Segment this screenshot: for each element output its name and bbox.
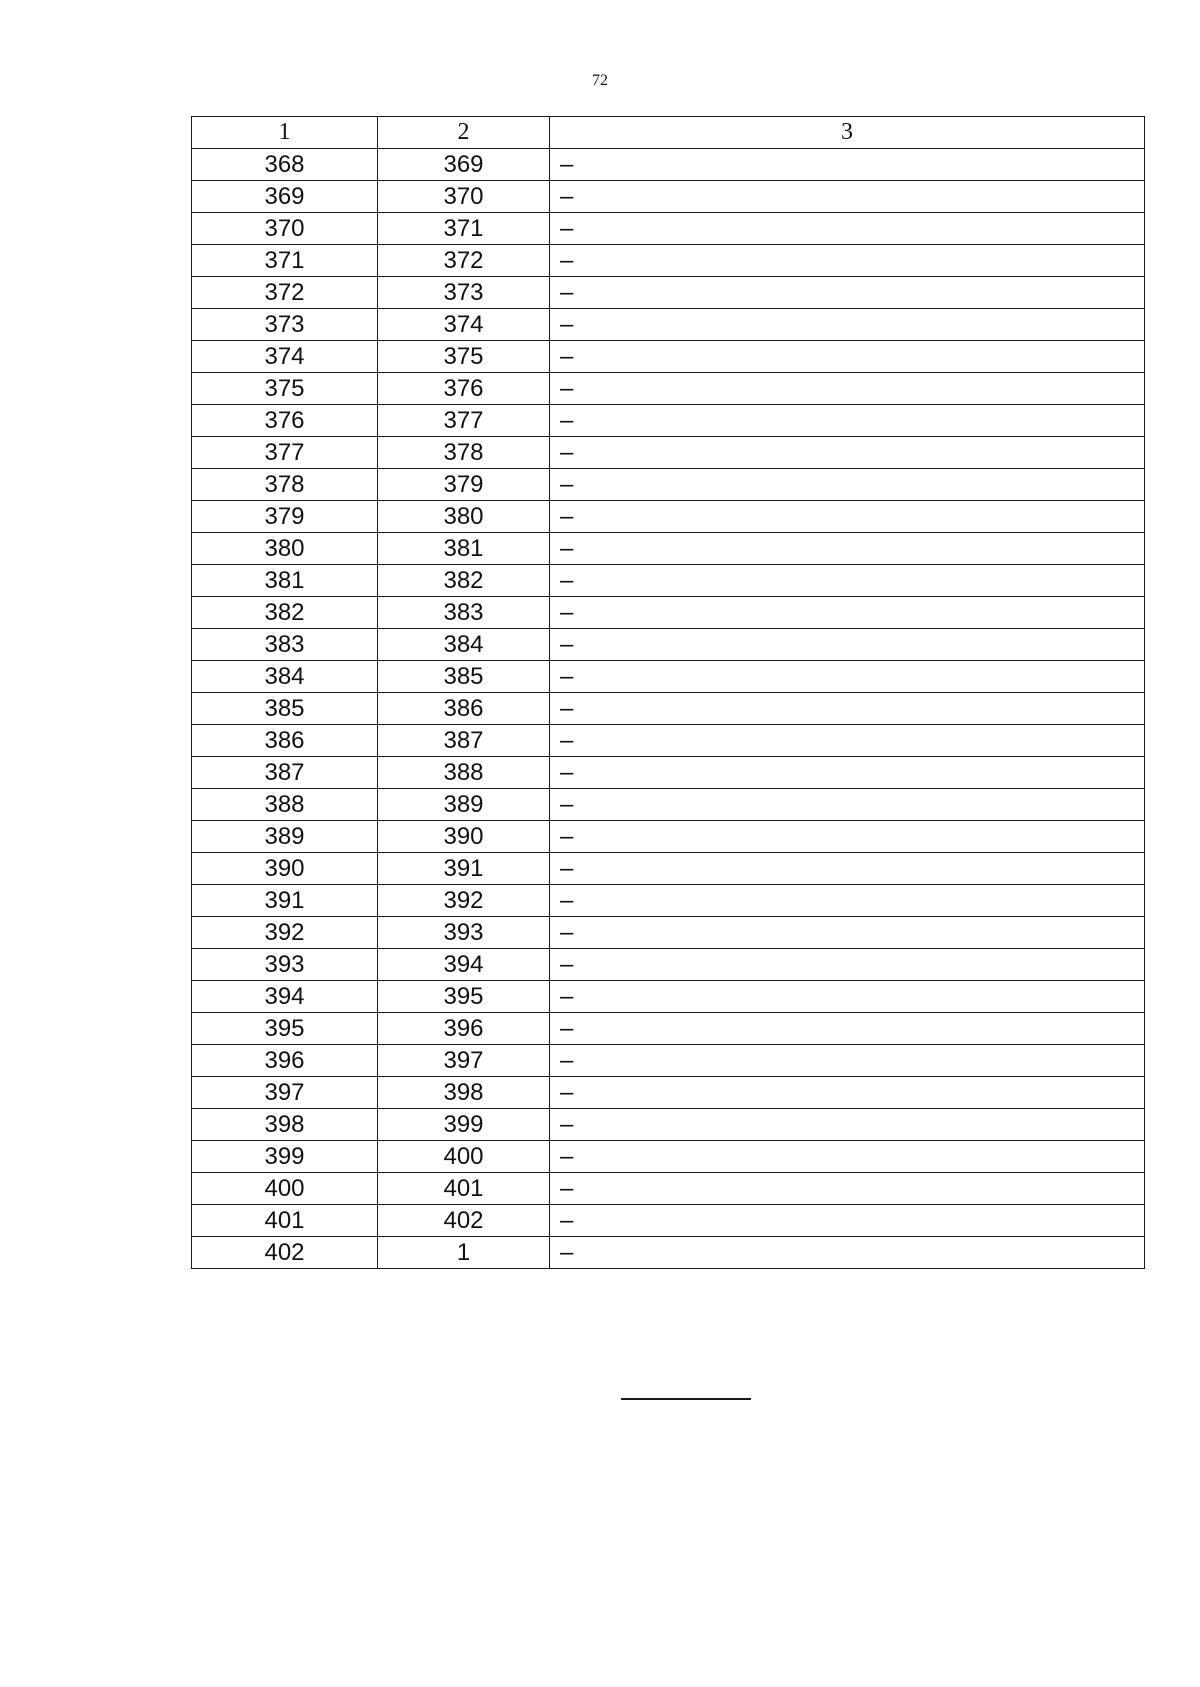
table-row	[192, 853, 1145, 885]
cell-col-3: –	[550, 1109, 1145, 1141]
cell-col-1: 370	[192, 213, 378, 245]
cell-col-1: 391	[192, 885, 378, 917]
cell-col-1: 368	[192, 149, 378, 181]
cell-col-3: –	[550, 245, 1145, 277]
table-row	[192, 789, 1145, 821]
table-row	[192, 629, 1145, 661]
cell-col-2: 397	[378, 1045, 550, 1077]
cell-col-3: –	[550, 501, 1145, 533]
cell-col-2: 392	[378, 885, 550, 917]
table-row	[192, 981, 1145, 1013]
data-table	[191, 116, 1145, 1269]
cell-col-1: 375	[192, 373, 378, 405]
cell-col-3: –	[550, 693, 1145, 725]
cell-col-3: –	[550, 1205, 1145, 1237]
table-row	[192, 1013, 1145, 1045]
cell-col-3: –	[550, 1237, 1145, 1269]
cell-col-3: –	[550, 405, 1145, 437]
cell-col-3: –	[550, 437, 1145, 469]
cell-col-2: 400	[378, 1141, 550, 1173]
table-row	[192, 885, 1145, 917]
cell-col-2: 1	[378, 1237, 550, 1269]
cell-col-1: 392	[192, 917, 378, 949]
cell-col-2: 396	[378, 1013, 550, 1045]
table-row	[192, 1077, 1145, 1109]
cell-col-2: 375	[378, 341, 550, 373]
cell-col-1: 396	[192, 1045, 378, 1077]
cell-col-1: 399	[192, 1141, 378, 1173]
table-row	[192, 725, 1145, 757]
cell-col-1: 387	[192, 757, 378, 789]
cell-col-2: 378	[378, 437, 550, 469]
cell-col-3: –	[550, 757, 1145, 789]
cell-col-2: 381	[378, 533, 550, 565]
cell-col-3: –	[550, 149, 1145, 181]
cell-col-1: 369	[192, 181, 378, 213]
cell-col-3: –	[550, 725, 1145, 757]
cell-col-1: 398	[192, 1109, 378, 1141]
cell-col-1: 384	[192, 661, 378, 693]
table-body	[192, 149, 1145, 1269]
cell-col-2: 398	[378, 1077, 550, 1109]
cell-col-3: –	[550, 853, 1145, 885]
cell-col-3: –	[550, 533, 1145, 565]
column-header-3: 3	[550, 117, 1145, 149]
cell-col-2: 390	[378, 821, 550, 853]
table-row	[192, 757, 1145, 789]
table-row	[192, 1045, 1145, 1077]
cell-col-1: 389	[192, 821, 378, 853]
cell-col-1: 372	[192, 277, 378, 309]
cell-col-1: 401	[192, 1205, 378, 1237]
cell-col-1: 395	[192, 1013, 378, 1045]
cell-col-3: –	[550, 917, 1145, 949]
cell-col-3: –	[550, 213, 1145, 245]
cell-col-1: 390	[192, 853, 378, 885]
cell-col-3: –	[550, 1173, 1145, 1205]
cell-col-2: 385	[378, 661, 550, 693]
cell-col-1: 386	[192, 725, 378, 757]
table-row	[192, 917, 1145, 949]
cell-col-2: 374	[378, 309, 550, 341]
table-row	[192, 1173, 1145, 1205]
cell-col-3: –	[550, 661, 1145, 693]
table-row	[192, 277, 1145, 309]
cell-col-1: 380	[192, 533, 378, 565]
cell-col-2: 402	[378, 1205, 550, 1237]
cell-col-2: 380	[378, 501, 550, 533]
cell-col-3: –	[550, 949, 1145, 981]
table-row	[192, 565, 1145, 597]
cell-col-1: 373	[192, 309, 378, 341]
cell-col-3: –	[550, 181, 1145, 213]
cell-col-3: –	[550, 981, 1145, 1013]
cell-col-2: 371	[378, 213, 550, 245]
cell-col-1: 400	[192, 1173, 378, 1205]
cell-col-1: 383	[192, 629, 378, 661]
cell-col-3: –	[550, 469, 1145, 501]
cell-col-3: –	[550, 277, 1145, 309]
end-rule	[621, 1398, 751, 1400]
table-row	[192, 149, 1145, 181]
cell-col-1: 397	[192, 1077, 378, 1109]
cell-col-3: –	[550, 1077, 1145, 1109]
cell-col-3: –	[550, 629, 1145, 661]
cell-col-1: 379	[192, 501, 378, 533]
table-row	[192, 949, 1145, 981]
table-row	[192, 693, 1145, 725]
table-row	[192, 533, 1145, 565]
page-number: 72	[592, 72, 608, 89]
cell-col-3: –	[550, 341, 1145, 373]
cell-col-2: 372	[378, 245, 550, 277]
header-row	[192, 117, 1145, 149]
cell-col-1: 378	[192, 469, 378, 501]
cell-col-2: 399	[378, 1109, 550, 1141]
column-header-1: 1	[192, 117, 378, 149]
table-row	[192, 405, 1145, 437]
cell-col-1: 394	[192, 981, 378, 1013]
table-row	[192, 1141, 1145, 1173]
cell-col-1: 374	[192, 341, 378, 373]
table-row	[192, 181, 1145, 213]
cell-col-1: 385	[192, 693, 378, 725]
cell-col-3: –	[550, 373, 1145, 405]
cell-col-3: –	[550, 821, 1145, 853]
cell-col-3: –	[550, 1013, 1145, 1045]
cell-col-2: 389	[378, 789, 550, 821]
cell-col-1: 376	[192, 405, 378, 437]
cell-col-2: 395	[378, 981, 550, 1013]
table-row	[192, 821, 1145, 853]
cell-col-3: –	[550, 885, 1145, 917]
cell-col-2: 388	[378, 757, 550, 789]
cell-col-2: 369	[378, 149, 550, 181]
cell-col-2: 377	[378, 405, 550, 437]
cell-col-2: 401	[378, 1173, 550, 1205]
table-row	[192, 597, 1145, 629]
cell-col-2: 391	[378, 853, 550, 885]
cell-col-1: 377	[192, 437, 378, 469]
table-row	[192, 213, 1145, 245]
cell-col-2: 370	[378, 181, 550, 213]
table-row	[192, 341, 1145, 373]
cell-col-1: 388	[192, 789, 378, 821]
table-row	[192, 501, 1145, 533]
cell-col-3: –	[550, 309, 1145, 341]
cell-col-1: 393	[192, 949, 378, 981]
cell-col-1: 371	[192, 245, 378, 277]
cell-col-3: –	[550, 1045, 1145, 1077]
cell-col-2: 387	[378, 725, 550, 757]
table-row	[192, 309, 1145, 341]
table-row	[192, 469, 1145, 501]
cell-col-2: 376	[378, 373, 550, 405]
cell-col-3: –	[550, 565, 1145, 597]
cell-col-2: 373	[378, 277, 550, 309]
cell-col-3: –	[550, 789, 1145, 821]
cell-col-2: 393	[378, 917, 550, 949]
table-row	[192, 1205, 1145, 1237]
table-row	[192, 1237, 1145, 1269]
cell-col-1: 382	[192, 597, 378, 629]
table-row	[192, 437, 1145, 469]
table-row	[192, 1109, 1145, 1141]
cell-col-2: 382	[378, 565, 550, 597]
cell-col-3: –	[550, 1141, 1145, 1173]
cell-col-1: 381	[192, 565, 378, 597]
table-row	[192, 661, 1145, 693]
column-header-2: 2	[378, 117, 550, 149]
table-row	[192, 373, 1145, 405]
table-header	[192, 117, 1145, 149]
table-row	[192, 245, 1145, 277]
cell-col-2: 383	[378, 597, 550, 629]
cell-col-3: –	[550, 597, 1145, 629]
cell-col-1: 402	[192, 1237, 378, 1269]
cell-col-2: 384	[378, 629, 550, 661]
cell-col-2: 394	[378, 949, 550, 981]
cell-col-2: 379	[378, 469, 550, 501]
cell-col-2: 386	[378, 693, 550, 725]
